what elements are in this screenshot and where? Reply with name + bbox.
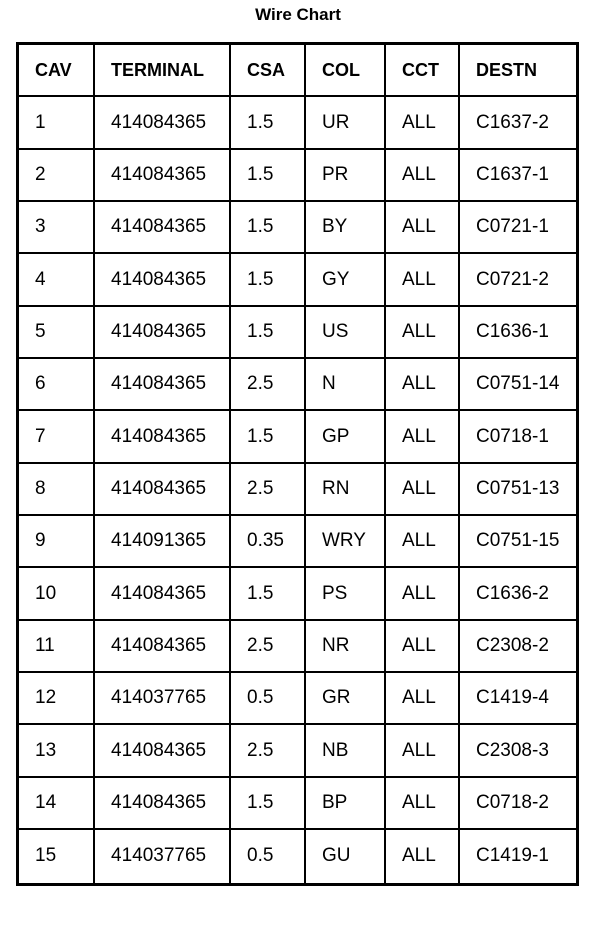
table-row — [19, 307, 576, 359]
cct-cell: ALL — [386, 464, 460, 516]
cav-cell: 14 — [19, 778, 95, 830]
cct-cell: ALL — [386, 621, 460, 673]
destn-cell: C1419-1 — [476, 845, 549, 867]
csa-cell: 1.5 — [231, 97, 306, 149]
col-cell: WRY — [306, 516, 386, 568]
csa-cell: 1.5 — [231, 411, 306, 463]
destn-cell: C1419-4 — [460, 673, 576, 725]
destn-cell: C0721-2 — [460, 254, 576, 306]
destn-cell: C1636-2 — [460, 568, 576, 620]
column-header-cct: CCT — [386, 45, 460, 97]
col-cell: PS — [306, 568, 386, 620]
csa-cell: 0.5 — [231, 830, 306, 882]
cav-cell: 10 — [19, 568, 95, 620]
table-row — [19, 359, 576, 411]
table-row — [19, 97, 576, 149]
terminal-cell: 414084365 — [95, 568, 231, 620]
csa-cell: 2.5 — [231, 621, 306, 673]
destn-cell: C0718-1 — [460, 411, 576, 463]
cav-cell: 7 — [19, 411, 95, 463]
col-cell: GY — [306, 254, 386, 306]
terminal-cell: 414084365 — [95, 254, 231, 306]
table-row — [19, 411, 576, 463]
destn-cell: C0751-15 — [460, 516, 576, 568]
destn-cell: C1637-1 — [460, 150, 576, 202]
cct-cell: ALL — [386, 359, 460, 411]
destn-cell: C0751-13 — [460, 464, 576, 516]
cct-cell: ALL — [386, 307, 460, 359]
col-cell: RN — [306, 464, 386, 516]
terminal-cell: 414084365 — [95, 411, 231, 463]
cct-cell: ALL — [386, 411, 460, 463]
table-row — [19, 464, 576, 516]
csa-cell: 1.5 — [231, 150, 306, 202]
csa-cell: 0.35 — [231, 516, 306, 568]
cav-cell: 8 — [19, 464, 95, 516]
cav-cell: 9 — [19, 516, 95, 568]
cct-cell: ALL — [386, 778, 460, 830]
terminal-cell: 414084365 — [95, 725, 231, 777]
wire-chart-table — [16, 42, 579, 886]
table-row — [19, 202, 576, 254]
col-cell: N — [306, 359, 386, 411]
cct-cell: ALL — [386, 97, 460, 149]
cav-cell: 5 — [19, 307, 95, 359]
terminal-cell: 414091365 — [95, 516, 231, 568]
table-row — [19, 516, 576, 568]
terminal-cell: 414084365 — [95, 150, 231, 202]
terminal-cell: 414037765 — [95, 830, 231, 882]
table-row — [19, 725, 576, 777]
destn-cell: C0718-2 — [460, 778, 576, 830]
col-cell: UR — [306, 97, 386, 149]
table-row — [19, 621, 576, 673]
terminal-cell: 414084365 — [95, 97, 231, 149]
cct-cell: ALL — [386, 830, 460, 882]
terminal-cell: 414084365 — [95, 307, 231, 359]
table-row — [19, 830, 576, 882]
terminal-cell: 414084365 — [95, 621, 231, 673]
csa-cell: 2.5 — [231, 464, 306, 516]
csa-cell: 2.5 — [231, 359, 306, 411]
destn-cell: C2308-2 — [460, 621, 576, 673]
table-header-row — [19, 45, 576, 97]
column-header-cav: CAV — [19, 45, 95, 97]
col-cell: GU — [306, 830, 386, 882]
table-row — [19, 568, 576, 620]
cct-cell: ALL — [386, 254, 460, 306]
table-row — [19, 254, 576, 306]
terminal-cell: 414037765 — [95, 673, 231, 725]
cav-cell: 12 — [19, 673, 95, 725]
cct-cell: ALL — [386, 673, 460, 725]
csa-cell: 0.5 — [231, 673, 306, 725]
col-cell: US — [306, 307, 386, 359]
col-cell: NR — [306, 621, 386, 673]
csa-cell: 1.5 — [231, 254, 306, 306]
cct-cell: ALL — [386, 568, 460, 620]
cav-cell: 1 — [19, 97, 95, 149]
cav-cell: 2 — [19, 150, 95, 202]
column-header-terminal: TERMINAL — [95, 45, 231, 97]
table-row — [19, 673, 576, 725]
destn-cell: C1637-2 — [460, 97, 576, 149]
cav-cell: 6 — [19, 359, 95, 411]
terminal-cell: 414084365 — [95, 464, 231, 516]
csa-cell: 1.5 — [231, 568, 306, 620]
table-row — [19, 778, 576, 830]
table-row — [19, 150, 576, 202]
column-header-destn: DESTN — [460, 45, 576, 97]
cav-cell: 11 — [19, 621, 95, 673]
csa-cell: 1.5 — [231, 202, 306, 254]
col-cell: BP — [306, 778, 386, 830]
destn-cell: C2308-3 — [460, 725, 576, 777]
table-body — [19, 97, 576, 882]
cav-cell: 3 — [19, 202, 95, 254]
col-cell: NB — [306, 725, 386, 777]
destn-cell: C1636-1 — [460, 307, 576, 359]
cct-cell: ALL — [386, 516, 460, 568]
csa-cell: 2.5 — [231, 725, 306, 777]
page-title: Wire Chart — [255, 5, 341, 24]
cct-cell: ALL — [386, 202, 460, 254]
terminal-cell: 414084365 — [95, 359, 231, 411]
col-cell: GR — [306, 673, 386, 725]
cav-cell: 13 — [19, 725, 95, 777]
csa-cell: 1.5 — [231, 778, 306, 830]
cct-cell: ALL — [386, 725, 460, 777]
col-cell: GP — [306, 411, 386, 463]
column-header-col: COL — [306, 45, 386, 97]
destn-cell: C0751-14 — [460, 359, 576, 411]
terminal-cell: 414084365 — [95, 202, 231, 254]
terminal-cell: 414084365 — [95, 778, 231, 830]
destn-cell: C0721-1 — [460, 202, 576, 254]
cav-cell: 4 — [19, 254, 95, 306]
column-header-csa: CSA — [231, 45, 306, 97]
col-cell: PR — [306, 150, 386, 202]
cav-cell: 15 — [19, 830, 95, 882]
csa-cell: 1.5 — [231, 307, 306, 359]
cct-cell: ALL — [386, 150, 460, 202]
col-cell: BY — [306, 202, 386, 254]
